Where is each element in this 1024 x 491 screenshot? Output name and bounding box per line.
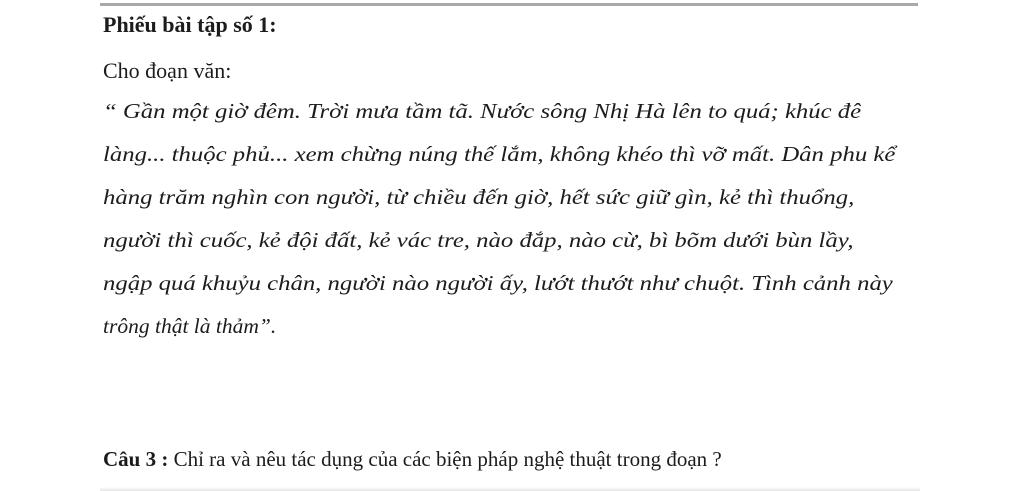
- top-rule: [100, 3, 918, 6]
- worksheet-title: Phiếu bài tập số 1:: [103, 12, 277, 37]
- passage-line: hàng trăm nghìn con người, từ chiều đến giờ, hết sức giữ gìn, kẻ thì thuổng,: [103, 185, 855, 209]
- question-3: [103, 449, 722, 470]
- passage-line: người thì cuốc, kẻ đội đất, kẻ vác tre, nào đắp, nào cừ, bì bõm dưới bùn lầy,: [103, 228, 854, 252]
- intro-text: Cho đoạn văn:: [103, 58, 232, 83]
- passage-line: “ Gần một giờ đêm. Trời mưa tầm tã. Nước sông Nhị Hà lên to quá; khúc đê: [103, 99, 862, 123]
- passage-line: làng... thuộc phủ... xem chừng núng thế lắm, không khéo thì vỡ mất. Dân phu kể: [103, 142, 896, 166]
- question-label: Câu 3 :: [103, 447, 169, 471]
- passage-line: ngập quá khuỷu chân, người nào người ấy, lướt thướt như chuột. Tình cảnh này: [103, 271, 893, 295]
- question-text: Chỉ ra và nêu tác dụng của các biện pháp nghệ thuật trong đoạn ?: [168, 447, 722, 471]
- bottom-edge: [100, 487, 920, 491]
- passage-line: trông thật là thảm”.: [103, 314, 277, 338]
